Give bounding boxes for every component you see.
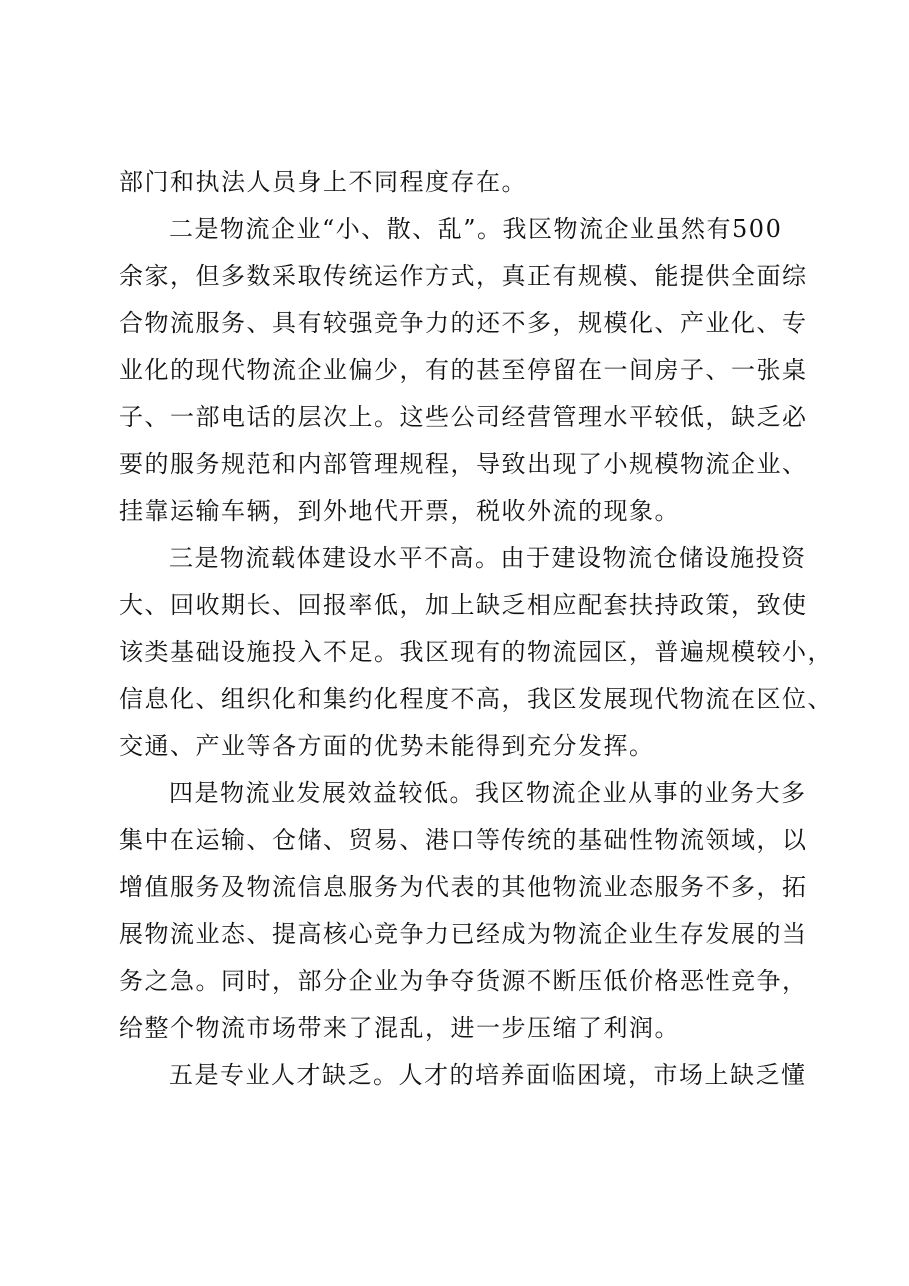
text-line: 业化的现代物流企业偏少，有的甚至停留在一间房子、一张桌	[119, 356, 808, 384]
text-line: 交通、产业等各方面的优势未能得到充分发挥。	[119, 732, 655, 760]
paragraph-first-line: 四是物流业发展效益较低。我区物流企业从事的业务大多	[169, 779, 807, 807]
text-line: 大、回收期长、回报率低，加上缺乏相应配套扶持政策，致使	[119, 591, 808, 619]
text-line: 展物流业态、提高核心竞争力已经成为物流企业生存发展的当	[119, 920, 808, 948]
body-text	[119, 159, 833, 1099]
text-line: 务之急。同时，部分企业为争夺货源不断压低价格恶性竞争，	[119, 967, 808, 995]
paragraph-first-line: 二是物流企业“小、散、乱”。我区物流企业虽然有500	[169, 215, 783, 243]
text-line: 部门和执法人员身上不同程度存在。	[119, 168, 527, 196]
text-line: 增值服务及物流信息服务为代表的其他物流业态服务不多，拓	[119, 873, 808, 901]
paragraph-first-line: 三是物流载体建设水平不高。由于建设物流仓储设施投资	[169, 544, 807, 572]
text-line: 该类基础设施投入不足。我区现有的物流园区，普遍规模较小，	[119, 638, 833, 666]
text-line: 合物流服务、具有较强竞争力的还不多，规模化、产业化、专	[119, 309, 808, 337]
paragraph-first-line: 五是专业人才缺乏。人才的培养面临困境，市场上缺乏懂	[169, 1061, 807, 1089]
text-line: 子、一部电话的层次上。这些公司经营管理水平较低，缺乏必	[119, 403, 808, 431]
text-line: 信息化、组织化和集约化程度不高，我区发展现代物流在区位、	[119, 685, 833, 713]
text-line: 余家，但多数采取传统运作方式，真正有规模、能提供全面综	[119, 262, 808, 290]
text-line: 要的服务规范和内部管理规程，导致出现了小规模物流企业、	[119, 450, 808, 478]
text-line: 给整个物流市场带来了混乱，进一步压缩了利润。	[119, 1014, 680, 1042]
text-line: 挂靠运输车辆，到外地代开票，税收外流的现象。	[119, 497, 680, 525]
text-line: 集中在运输、仓储、贸易、港口等传统的基础性物流领域，以	[119, 826, 808, 854]
